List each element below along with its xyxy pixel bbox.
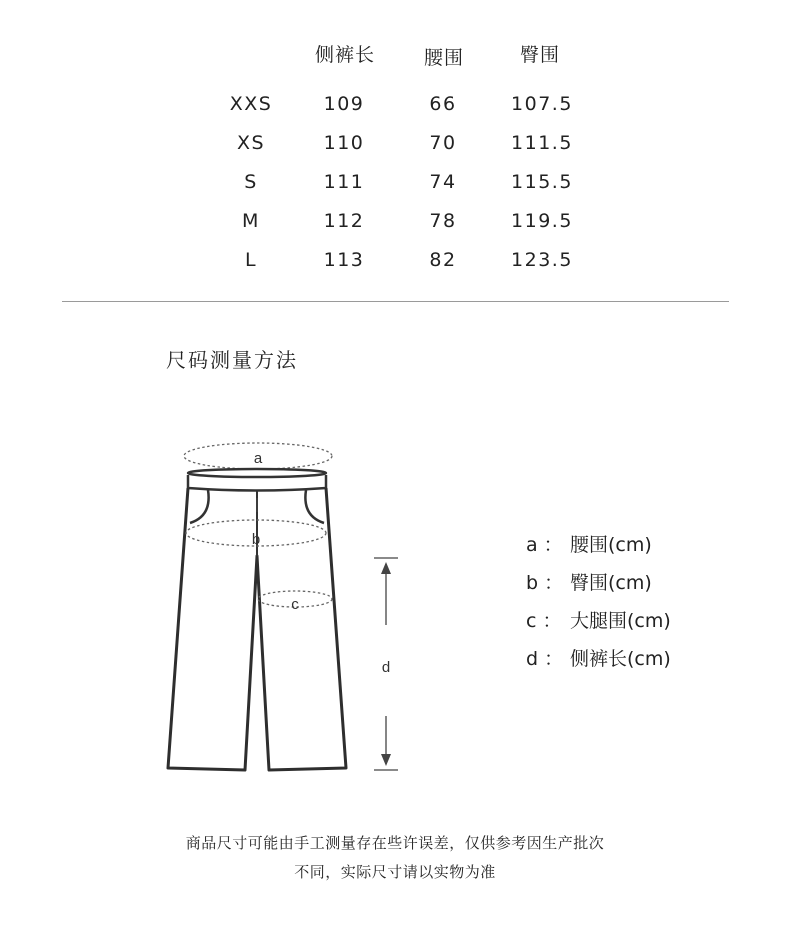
size-label: L <box>244 249 258 271</box>
label-c: c <box>291 596 299 613</box>
arrow-up-icon <box>381 562 391 574</box>
table-cell: 111 <box>323 171 365 193</box>
legend-text: 臀围(cm) <box>570 572 652 594</box>
table-cell: 82 <box>429 249 457 271</box>
label-b: b <box>251 531 261 548</box>
table-cell: 78 <box>429 210 457 232</box>
arrow-down-icon <box>381 754 391 766</box>
table-cell: 113 <box>323 249 365 271</box>
legend-text: 腰围(cm) <box>570 534 652 556</box>
legend-item-c <box>526 606 671 644</box>
right-pocket <box>305 490 324 523</box>
legend-key: b： <box>526 572 570 594</box>
legend-key: d： <box>526 648 570 670</box>
size-label: M <box>242 210 260 232</box>
column-header-side-length: 侧裤长 <box>314 44 376 66</box>
label-d: d <box>381 659 391 676</box>
legend-text: 大腿围(cm) <box>570 610 671 632</box>
label-a: a <box>253 450 263 467</box>
size-label: XXS <box>229 93 273 115</box>
table-cell: 109 <box>323 93 365 115</box>
table-cell: 107.5 <box>511 93 573 115</box>
table-cell: 66 <box>429 93 457 115</box>
legend-item-a <box>526 530 671 568</box>
waistband-top <box>188 469 326 477</box>
legend-item-b <box>526 568 671 606</box>
size-table <box>0 0 790 300</box>
legend-text: 侧裤长(cm) <box>570 648 671 670</box>
table-cell: 119.5 <box>511 210 573 232</box>
table-cell: 123.5 <box>511 249 573 271</box>
size-label: S <box>244 171 258 193</box>
table-cell: 70 <box>429 132 457 154</box>
table-cell: 110 <box>323 132 365 154</box>
legend-item-d <box>526 644 671 682</box>
footnote-line-2: 不同，实际尺寸请以实物为准 <box>294 863 496 881</box>
column-header-waist: 腰围 <box>423 47 465 69</box>
table-cell: 112 <box>323 210 365 232</box>
table-cell: 111.5 <box>511 132 573 154</box>
column-header-hip: 臀围 <box>519 44 561 66</box>
footnote-line-1: 商品尺寸可能由手工测量存在些许误差，仅供参考因生产批次 <box>185 834 605 852</box>
section-divider <box>62 301 729 302</box>
size-label: XS <box>236 132 266 154</box>
table-cell: 74 <box>429 171 457 193</box>
measure-legend <box>526 530 671 682</box>
legend-key: a： <box>526 534 569 556</box>
left-pocket <box>190 490 209 523</box>
legend-key: c： <box>526 610 568 632</box>
table-cell: 115.5 <box>511 171 573 193</box>
measure-method-title: 尺码测量方法 <box>166 348 298 372</box>
pants-diagram <box>160 420 420 790</box>
